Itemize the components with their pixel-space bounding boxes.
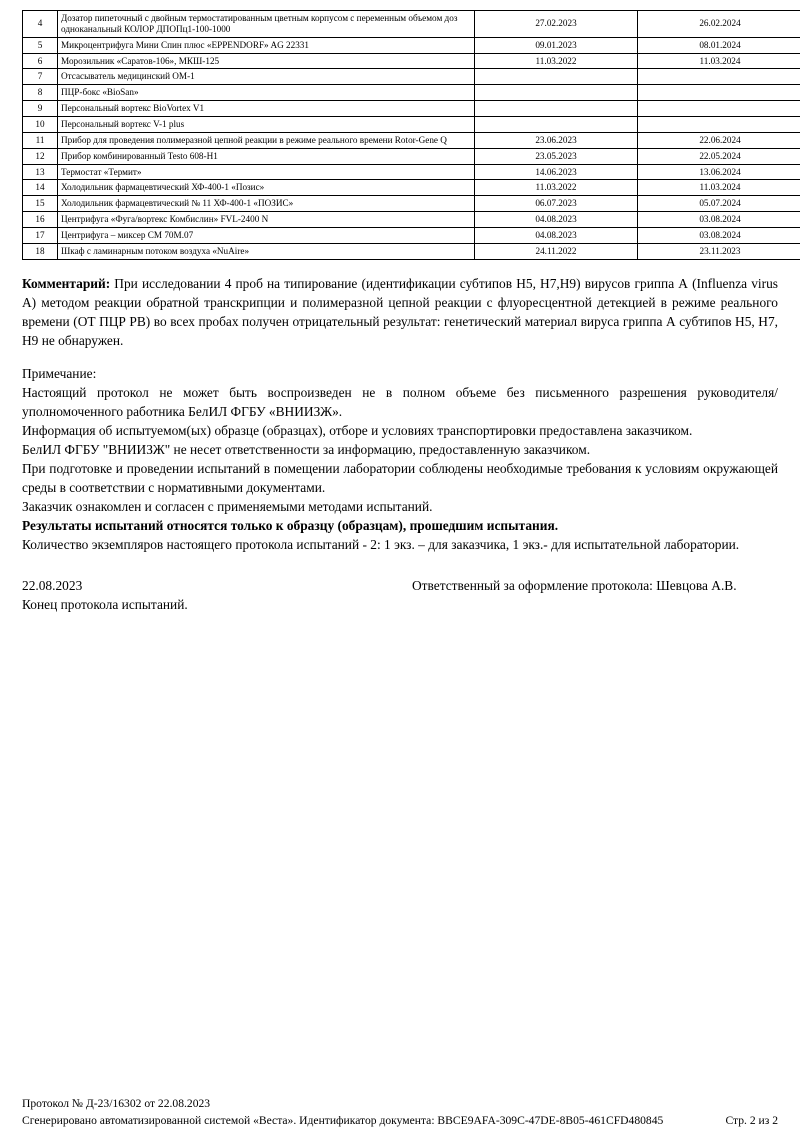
row-number: 17 xyxy=(23,228,58,244)
note-line-2: Информация об испытуемом(ых) образце (образцах), отборе и условиях транспортировки предоставлена заказчиком. xyxy=(22,421,778,440)
copies-line: Количество экземпляров настоящего протокола испытаний - 2: 1 экз. – для заказчика, 1 экз.- для испытательной лаборатории. xyxy=(22,535,778,554)
row-date-2 xyxy=(638,85,800,101)
row-equipment-name: Прибор для проведения полимеразной цепной реакции в режиме реального времени Rotor-Gene Q xyxy=(58,132,475,148)
row-number: 8 xyxy=(23,85,58,101)
table-row xyxy=(23,180,800,196)
row-equipment-name: Центрифуга – миксер CM 70M.07 xyxy=(58,228,475,244)
row-date-1: 23.06.2023 xyxy=(475,132,638,148)
footer-bottom-row xyxy=(22,1113,778,1130)
document-page xyxy=(0,10,800,1142)
table-row xyxy=(23,132,800,148)
row-equipment-name: Холодильник фармацевтический № 11 ХФ-400-1 «ПОЗИС» xyxy=(58,196,475,212)
table-row xyxy=(23,11,800,38)
row-date-1: 23.05.2023 xyxy=(475,148,638,164)
table-row xyxy=(23,53,800,69)
row-number: 12 xyxy=(23,148,58,164)
row-equipment-name: Центрифуга «Фуга/вортекс Комбислин» FVL-2400 N xyxy=(58,212,475,228)
results-statement: Результаты испытаний относятся только к образцу (образцам), прошедшим испытания. xyxy=(22,516,778,535)
signature-responsible: Ответственный за оформление протокола: Шевцова А.В. xyxy=(412,576,778,595)
row-date-1: 11.03.2022 xyxy=(475,180,638,196)
table-row xyxy=(23,212,800,228)
row-equipment-name: Микроцентрифуга Мини Спин плюс «EPPENDORF» AG 22331 xyxy=(58,37,475,53)
row-date-2: 22.06.2024 xyxy=(638,132,800,148)
table-row xyxy=(23,228,800,244)
row-date-1 xyxy=(475,69,638,85)
row-number: 9 xyxy=(23,101,58,117)
row-date-1 xyxy=(475,117,638,133)
row-date-2 xyxy=(638,69,800,85)
footer-page-number: Стр. 2 из 2 xyxy=(711,1113,778,1130)
row-equipment-name: Дозатор пипеточный с двойным термостатированным цветным корпусом с переменным объемом доз одноканальный КОЛОР ДПОПц1-100-1000 xyxy=(58,11,475,38)
footer-protocol-line: Протокол № Д-23/16302 от 22.08.2023 xyxy=(22,1096,778,1113)
row-date-2: 22.05.2024 xyxy=(638,148,800,164)
row-date-2: 03.08.2024 xyxy=(638,212,800,228)
page-footer xyxy=(22,1096,778,1130)
equipment-table xyxy=(22,10,800,260)
row-equipment-name: Прибор комбинированный Testo 608-H1 xyxy=(58,148,475,164)
row-number: 11 xyxy=(23,132,58,148)
row-date-1: 04.08.2023 xyxy=(475,228,638,244)
row-equipment-name: Морозильник «Саратов-106», МКШ-125 xyxy=(58,53,475,69)
row-date-1 xyxy=(475,85,638,101)
note-line-3: БелИЛ ФГБУ "ВНИИЗЖ" не несет ответственности за информацию, предоставленную заказчиком. xyxy=(22,440,778,459)
row-equipment-name: ПЦР-бокс «BioSan» xyxy=(58,85,475,101)
table-row xyxy=(23,69,800,85)
comment-label: Комментарий: xyxy=(22,276,110,291)
table-row xyxy=(23,101,800,117)
comment-paragraph xyxy=(22,274,778,350)
row-date-2: 08.01.2024 xyxy=(638,37,800,53)
row-date-1: 09.01.2023 xyxy=(475,37,638,53)
table-row xyxy=(23,196,800,212)
row-equipment-name: Отсасыватель медицинский ОМ-1 xyxy=(58,69,475,85)
table-row xyxy=(23,85,800,101)
row-date-2: 05.07.2024 xyxy=(638,196,800,212)
row-equipment-name: Персональный вортекс V-1 plus xyxy=(58,117,475,133)
note-line-5: Заказчик ознакомлен и согласен с применяемыми методами испытаний. xyxy=(22,497,778,516)
row-date-1: 27.02.2023 xyxy=(475,11,638,38)
row-equipment-name: Термостат «Термит» xyxy=(58,164,475,180)
row-equipment-name: Шкаф с ламинарным потоком воздуха «NuAire» xyxy=(58,243,475,259)
row-number: 10 xyxy=(23,117,58,133)
note-line-1: Настоящий протокол не может быть воспроизведен не в полном объеме без письменного разрешения руководителя/уполномоченного работника БелИЛ ФГБУ «ВНИИЗЖ». xyxy=(22,383,778,421)
signature-row xyxy=(22,576,778,595)
table-row xyxy=(23,117,800,133)
signature-date: 22.08.2023 xyxy=(22,576,412,595)
row-equipment-name: Персональный вортекс BioVortex V1 xyxy=(58,101,475,117)
row-date-2 xyxy=(638,101,800,117)
footer-generated-line: Сгенерировано автоматизированной системой «Веста». Идентификатор документа: BBCE9AFA-309C-47DE-8B05-461CFD480845 xyxy=(22,1113,663,1130)
row-number: 13 xyxy=(23,164,58,180)
row-number: 5 xyxy=(23,37,58,53)
note-title: Примечание: xyxy=(22,364,778,383)
row-number: 18 xyxy=(23,243,58,259)
row-date-1: 04.08.2023 xyxy=(475,212,638,228)
row-date-1: 06.07.2023 xyxy=(475,196,638,212)
row-number: 14 xyxy=(23,180,58,196)
table-row xyxy=(23,243,800,259)
row-date-2: 23.11.2023 xyxy=(638,243,800,259)
row-number: 16 xyxy=(23,212,58,228)
row-number: 15 xyxy=(23,196,58,212)
row-date-2: 11.03.2024 xyxy=(638,53,800,69)
row-date-1: 11.03.2022 xyxy=(475,53,638,69)
end-of-protocol-line: Конец протокола испытаний. xyxy=(22,595,778,614)
table-row xyxy=(23,37,800,53)
row-date-1 xyxy=(475,101,638,117)
row-date-1: 24.11.2022 xyxy=(475,243,638,259)
row-equipment-name: Холодильник фармацевтический ХФ-400-1 «Позис» xyxy=(58,180,475,196)
table-row xyxy=(23,164,800,180)
row-number: 4 xyxy=(23,11,58,38)
row-date-2: 26.02.2024 xyxy=(638,11,800,38)
note-line-4: При подготовке и проведении испытаний в помещении лаборатории соблюдены необходимые требования к условиям окружающей среды в соответствии с нормативными документами. xyxy=(22,459,778,497)
row-date-2: 03.08.2024 xyxy=(638,228,800,244)
table-row xyxy=(23,148,800,164)
row-number: 7 xyxy=(23,69,58,85)
equipment-table-body xyxy=(23,11,800,260)
row-date-2: 11.03.2024 xyxy=(638,180,800,196)
comment-text: При исследовании 4 проб на типирование (идентификации субтипов H5, H7,H9) вирусов гриппа А (Influenza virus A) методом реакции обратной транскрипции и полимеразной цепной реакции с флуоресцентной детекцией в режиме реального времени (ОТ ПЦР РВ) во всех пробах получен отрицательный результат: генетический материал вируса гриппа А субтипов H5, H7, H9 не обнаружен. xyxy=(22,276,778,348)
row-date-2: 13.06.2024 xyxy=(638,164,800,180)
row-date-2 xyxy=(638,117,800,133)
row-number: 6 xyxy=(23,53,58,69)
row-date-1: 14.06.2023 xyxy=(475,164,638,180)
